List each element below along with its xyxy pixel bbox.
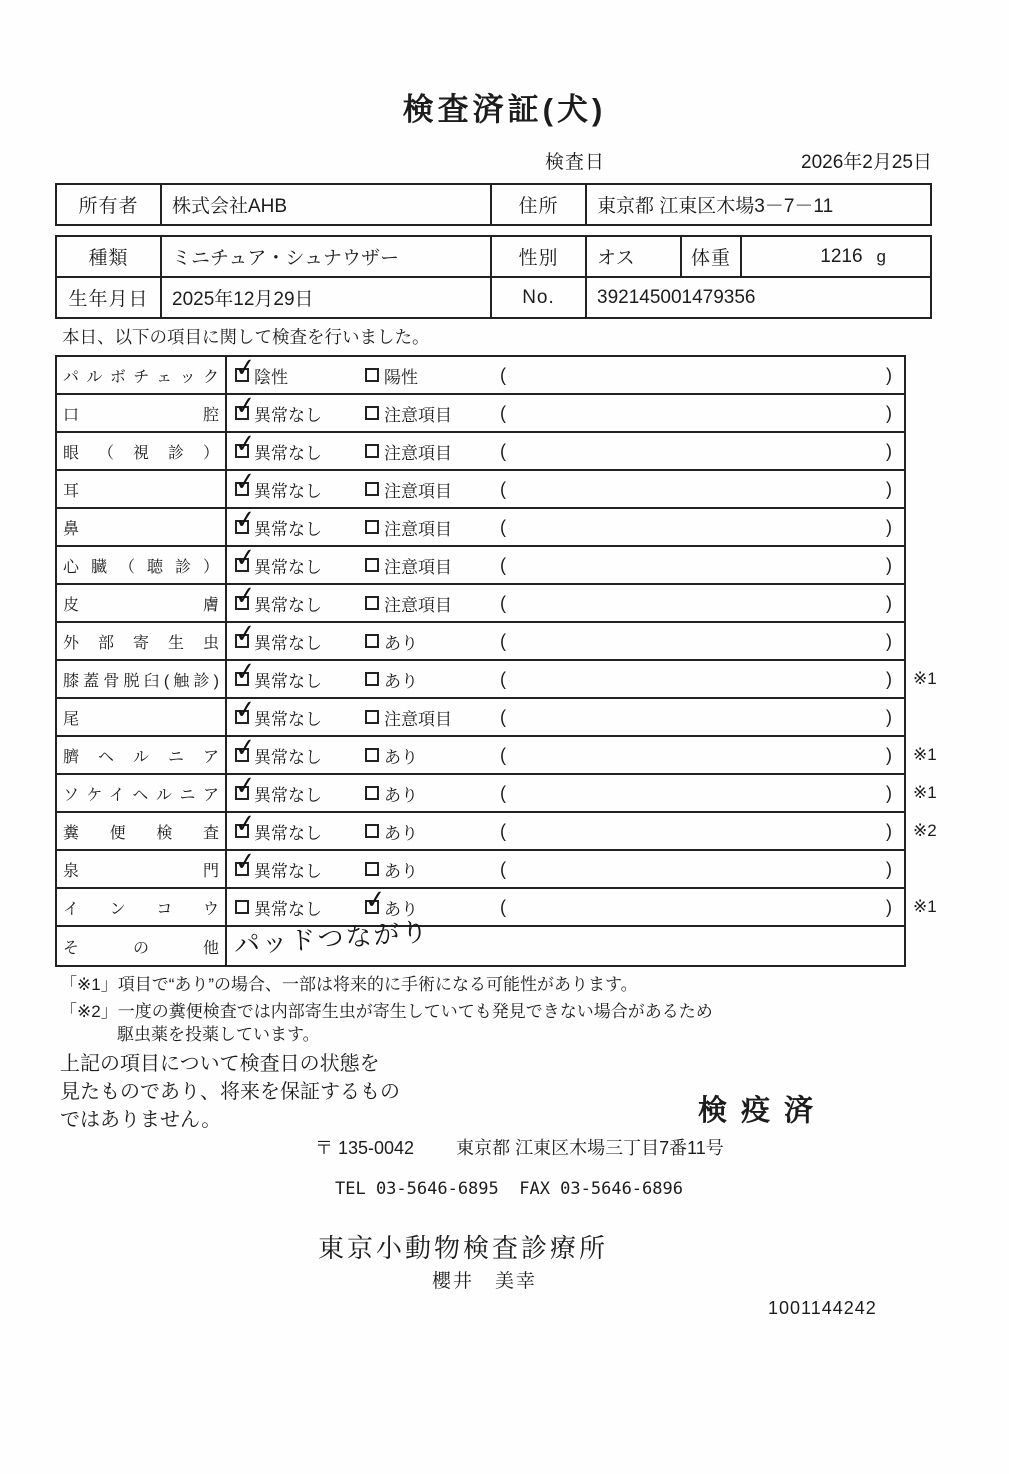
- row-label-cell: [57, 585, 227, 621]
- option2-checkbox[interactable]: [365, 634, 379, 648]
- option1-label: 異常なし: [254, 785, 322, 805]
- option1-label: 異常なし: [254, 823, 322, 843]
- page-title: 検査済証(犬): [402, 92, 607, 127]
- check-icon: [234, 469, 257, 496]
- option2-label: 注意項目: [384, 595, 452, 615]
- row-label: 皮膚: [63, 596, 219, 614]
- row-label: 臍ヘルニア: [63, 748, 219, 766]
- paren-close: ): [886, 554, 892, 575]
- weight-value: 1216: [820, 245, 863, 267]
- inspection-date-value: 2026年2月25日: [801, 152, 932, 173]
- sex-value: オス: [586, 236, 681, 277]
- row-label: パルボチェック: [63, 368, 219, 386]
- row-label-cell: [57, 927, 227, 965]
- checklist-table: [55, 355, 937, 967]
- paren-close: ): [886, 402, 892, 423]
- remarks-cell: [492, 441, 904, 462]
- row-label: インコウ: [63, 900, 219, 918]
- row-note: ※1: [913, 669, 937, 688]
- paren-close: ): [886, 858, 892, 879]
- footnote-2: 「※2」一度の糞便検査では内部寄生虫が寄生していても発見できない場合があるため: [60, 1002, 713, 1021]
- option1-checkbox[interactable]: [235, 368, 249, 382]
- paren-close: ): [886, 516, 892, 537]
- option1-checkbox[interactable]: [235, 482, 249, 496]
- option2-checkbox[interactable]: [365, 710, 379, 724]
- option1-cell: [227, 781, 357, 806]
- remarks-cell: [492, 365, 904, 386]
- option2-checkbox[interactable]: [365, 786, 379, 800]
- option1-checkbox[interactable]: [235, 444, 249, 458]
- check-icon: [234, 697, 257, 724]
- option1-checkbox[interactable]: [235, 710, 249, 724]
- paren-close: ): [886, 478, 892, 499]
- paren-open: (: [500, 554, 506, 575]
- row-label-cell: [57, 395, 227, 431]
- option2-checkbox[interactable]: [365, 900, 379, 914]
- check-icon: [234, 849, 257, 876]
- option2-label: 注意項目: [384, 481, 452, 501]
- footnote-1: 「※1」項目で“あり”の場合、一部は将来的に手術になる可能性があります。: [60, 975, 638, 994]
- check-icon: [234, 507, 257, 534]
- tel-fax-line: TEL 03-5646-6895 FAX 03-5646-6896: [335, 1179, 683, 1199]
- remarks-cell: [492, 783, 904, 804]
- paren-open: (: [500, 668, 506, 689]
- option1-cell: [227, 705, 357, 730]
- row-label: 外部寄生虫: [63, 634, 219, 652]
- row-label-cell: [57, 433, 227, 469]
- office-address-line: [315, 1134, 724, 1160]
- option1-cell: [227, 515, 357, 540]
- option1-label: 異常なし: [254, 443, 322, 463]
- paren-close: ): [886, 782, 892, 803]
- check-icon: [234, 773, 257, 800]
- option2-label: 注意項目: [384, 405, 452, 425]
- check-icon: [234, 393, 257, 420]
- check-icon: [234, 583, 257, 610]
- option1-checkbox[interactable]: [235, 862, 249, 876]
- option1-label: 異常なし: [254, 595, 322, 615]
- paren-open: (: [500, 782, 506, 803]
- row-label-cell: [57, 547, 227, 583]
- row-label-cell: [57, 623, 227, 659]
- row-label-cell: [57, 509, 227, 545]
- option1-cell: [227, 439, 357, 464]
- row-label: 耳: [63, 482, 80, 500]
- option1-checkbox[interactable]: [235, 520, 249, 534]
- sex-label: 性別: [491, 236, 586, 277]
- option2-label: あり: [384, 861, 418, 881]
- option2-checkbox[interactable]: [365, 482, 379, 496]
- weight-unit: g: [876, 246, 886, 266]
- remarks-cell: [492, 593, 904, 614]
- check-icon: [364, 887, 387, 914]
- remarks-cell: [492, 707, 904, 728]
- row-label-cell: [57, 737, 227, 773]
- option2-label: 陽性: [384, 367, 418, 387]
- paren-open: (: [500, 516, 506, 537]
- row-label: 膝蓋骨脱臼(触診): [63, 672, 219, 690]
- option2-label: あり: [384, 633, 418, 653]
- option2-label: あり: [384, 823, 418, 843]
- option1-cell: [227, 857, 357, 882]
- row-label-cell: [57, 889, 227, 925]
- remarks-cell: [492, 517, 904, 538]
- remarks-cell: [492, 403, 904, 424]
- row-label: ソケイヘルニア: [63, 786, 219, 804]
- option2-checkbox[interactable]: [365, 748, 379, 762]
- check-icon: [234, 431, 257, 458]
- birth-label: 生年月日: [56, 277, 161, 318]
- disclaimer: [60, 1050, 400, 1134]
- option2-cell: [357, 667, 492, 692]
- no-value: 392145001479356: [586, 277, 931, 318]
- option1-label: 異常なし: [254, 633, 322, 653]
- check-row: [57, 623, 904, 661]
- option2-label: あり: [384, 785, 418, 805]
- option2-cell: [357, 705, 492, 730]
- remarks-cell: [492, 859, 904, 880]
- option2-checkbox[interactable]: [365, 862, 379, 876]
- option1-cell: [227, 819, 357, 844]
- row-label: その他: [63, 939, 219, 957]
- paren-open: (: [500, 440, 506, 461]
- paren-close: ): [886, 592, 892, 613]
- breed-row: [56, 236, 931, 277]
- option2-cell: [357, 439, 492, 464]
- option1-checkbox[interactable]: [235, 748, 249, 762]
- check-row: [57, 916, 904, 965]
- option1-cell: [227, 591, 357, 616]
- option2-checkbox[interactable]: [365, 558, 379, 572]
- check-row: [57, 889, 937, 927]
- check-row: [57, 775, 937, 813]
- option2-cell: [357, 477, 492, 502]
- row-label: 尾: [63, 710, 80, 728]
- remarks-cell: [492, 631, 904, 652]
- birth-row: [56, 277, 931, 318]
- option2-checkbox[interactable]: [365, 368, 379, 382]
- owner-value: 株式会社AHB: [161, 184, 491, 225]
- check-row: [57, 585, 904, 623]
- paren-open: (: [500, 896, 506, 917]
- row-label-cell: [57, 699, 227, 735]
- option1-label: 異常なし: [254, 519, 322, 539]
- option1-cell: [227, 629, 357, 654]
- address-label: 住所: [491, 184, 586, 225]
- option1-cell: [227, 477, 357, 502]
- row-label: 心臓（聴診）: [63, 558, 219, 576]
- dog-info-table: [55, 235, 932, 319]
- paren-open: (: [500, 478, 506, 499]
- option1-label: 陰性: [254, 367, 288, 387]
- clinic-name: 東京小動物検査診療所: [318, 1233, 609, 1263]
- owner-row: [56, 184, 931, 225]
- option1-label: 異常なし: [254, 481, 322, 501]
- address-value: 東京都 江東区木場3－7－11: [586, 184, 931, 225]
- option2-cell: [357, 591, 492, 616]
- check-row: [57, 737, 937, 775]
- option2-label: 注意項目: [384, 557, 452, 577]
- option2-cell: [357, 553, 492, 578]
- option2-cell: [357, 743, 492, 768]
- option2-cell: [357, 781, 492, 806]
- row-label-cell: [57, 851, 227, 887]
- option1-label: 異常なし: [254, 557, 322, 577]
- option2-checkbox[interactable]: [365, 824, 379, 838]
- option2-cell: [357, 629, 492, 654]
- check-row: [57, 357, 904, 395]
- option1-cell: [227, 743, 357, 768]
- disclaimer-line-3: ではありません。: [60, 1109, 222, 1131]
- paren-open: (: [500, 592, 506, 613]
- option2-checkbox[interactable]: [365, 596, 379, 610]
- quarantine-stamp: 検疫済: [698, 1095, 828, 1127]
- owner-info-table: [55, 183, 932, 226]
- row-label-cell: [57, 813, 227, 849]
- option1-cell: [227, 401, 357, 426]
- check-row: [57, 813, 937, 851]
- paren-close: ): [886, 744, 892, 765]
- row-label: 眼（視診）: [63, 444, 219, 462]
- paren-open: (: [500, 402, 506, 423]
- paren-open: (: [500, 744, 506, 765]
- row-label-cell: [57, 661, 227, 697]
- option1-label: 異常なし: [254, 709, 322, 729]
- option1-label: 異常なし: [254, 861, 322, 881]
- paren-close: ): [886, 364, 892, 385]
- serial-number: 1001144242: [768, 1298, 877, 1318]
- breed-label: 種類: [56, 236, 161, 277]
- option1-checkbox[interactable]: [235, 596, 249, 610]
- option2-label: 注意項目: [384, 443, 452, 463]
- option2-label: 注意項目: [384, 519, 452, 539]
- option2-cell: [357, 819, 492, 844]
- option1-checkbox[interactable]: [235, 406, 249, 420]
- row-label-cell: [57, 471, 227, 507]
- option2-checkbox[interactable]: [365, 672, 379, 686]
- footnote-2-continued: 駆虫薬を投薬しています。: [117, 1025, 320, 1044]
- row-label: 糞便検査: [63, 824, 219, 842]
- paren-open: (: [500, 364, 506, 385]
- row-note: ※2: [913, 821, 937, 840]
- disclaimer-line-2: 見たものであり、将来を保証するもの: [60, 1081, 400, 1103]
- row-label: 泉門: [63, 862, 219, 880]
- paren-close: ): [886, 630, 892, 651]
- paren-close: ): [886, 896, 892, 917]
- postal-code: 〒 135-0042: [315, 1138, 415, 1158]
- option2-label: 注意項目: [384, 709, 452, 729]
- weight-value-cell: [741, 236, 931, 277]
- intro-text: 本日、以下の項目に関して検査を行いました。: [62, 327, 430, 347]
- option2-checkbox[interactable]: [365, 406, 379, 420]
- remarks-cell: [492, 821, 904, 842]
- option2-cell: [357, 515, 492, 540]
- option2-label: あり: [384, 747, 418, 767]
- check-icon: [234, 545, 257, 572]
- veterinarian-name: 櫻井 美幸: [432, 1271, 538, 1292]
- remarks-cell: [492, 479, 904, 500]
- option1-cell: [227, 363, 357, 388]
- option2-label: あり: [384, 899, 418, 919]
- option1-checkbox[interactable]: [235, 900, 249, 914]
- paren-open: (: [500, 630, 506, 651]
- check-icon: [234, 659, 257, 686]
- row-note: ※1: [913, 897, 937, 916]
- weight-label: 体重: [681, 236, 741, 277]
- remarks-cell: [492, 745, 904, 766]
- option2-checkbox[interactable]: [365, 444, 379, 458]
- check-icon: [234, 355, 257, 382]
- row-note: ※1: [913, 745, 937, 764]
- paren-close: ): [886, 706, 892, 727]
- remarks-cell: [492, 555, 904, 576]
- option1-checkbox[interactable]: [235, 634, 249, 648]
- breed-value: ミニチュア・シュナウザー: [161, 236, 491, 277]
- option2-checkbox[interactable]: [365, 520, 379, 534]
- birth-value: 2025年12月29日: [161, 277, 491, 318]
- no-label: No.: [491, 277, 586, 318]
- option2-label: あり: [384, 671, 418, 691]
- row-label-cell: [57, 357, 227, 393]
- option1-cell: [227, 895, 357, 920]
- check-row: [57, 509, 904, 547]
- inspection-date-label: 検査日: [545, 152, 606, 173]
- check-icon: [234, 811, 257, 838]
- office-address: 東京都 江東区木場三丁目7番11号: [456, 1138, 724, 1158]
- option1-checkbox[interactable]: [235, 672, 249, 686]
- option2-cell: [357, 857, 492, 882]
- remarks-cell: [492, 669, 904, 690]
- option2-cell: [357, 363, 492, 388]
- remarks-cell: [492, 897, 904, 918]
- option1-label: 異常なし: [254, 747, 322, 767]
- option1-checkbox[interactable]: [235, 558, 249, 572]
- check-row: [57, 851, 904, 889]
- option1-label: 異常なし: [254, 671, 322, 691]
- check-icon: [234, 735, 257, 762]
- option2-cell: [357, 401, 492, 426]
- row-note: ※1: [913, 783, 937, 802]
- paren-close: ): [886, 440, 892, 461]
- row-label: 鼻: [63, 520, 80, 538]
- option1-cell: [227, 553, 357, 578]
- check-row: [57, 547, 904, 585]
- check-row: [57, 433, 904, 471]
- check-row: [57, 471, 904, 509]
- paren-close: ): [886, 668, 892, 689]
- check-row: [57, 699, 904, 737]
- row-label-cell: [57, 775, 227, 811]
- check-icon: [234, 621, 257, 648]
- row-label: 口腔: [63, 406, 219, 424]
- disclaimer-line-1: 上記の項目について検査日の状態を: [60, 1053, 380, 1075]
- paren-open: (: [500, 820, 506, 841]
- check-row: [57, 661, 937, 699]
- option1-cell: [227, 667, 357, 692]
- paren-close: ): [886, 820, 892, 841]
- option1-checkbox[interactable]: [235, 824, 249, 838]
- paren-open: (: [500, 858, 506, 879]
- option1-checkbox[interactable]: [235, 786, 249, 800]
- check-row: [57, 395, 904, 433]
- option1-label: 異常なし: [254, 899, 322, 919]
- handwritten-entry: パッドつながり: [232, 916, 431, 961]
- owner-label: 所有者: [56, 184, 161, 225]
- option1-label: 異常なし: [254, 405, 322, 425]
- paren-open: (: [500, 706, 506, 727]
